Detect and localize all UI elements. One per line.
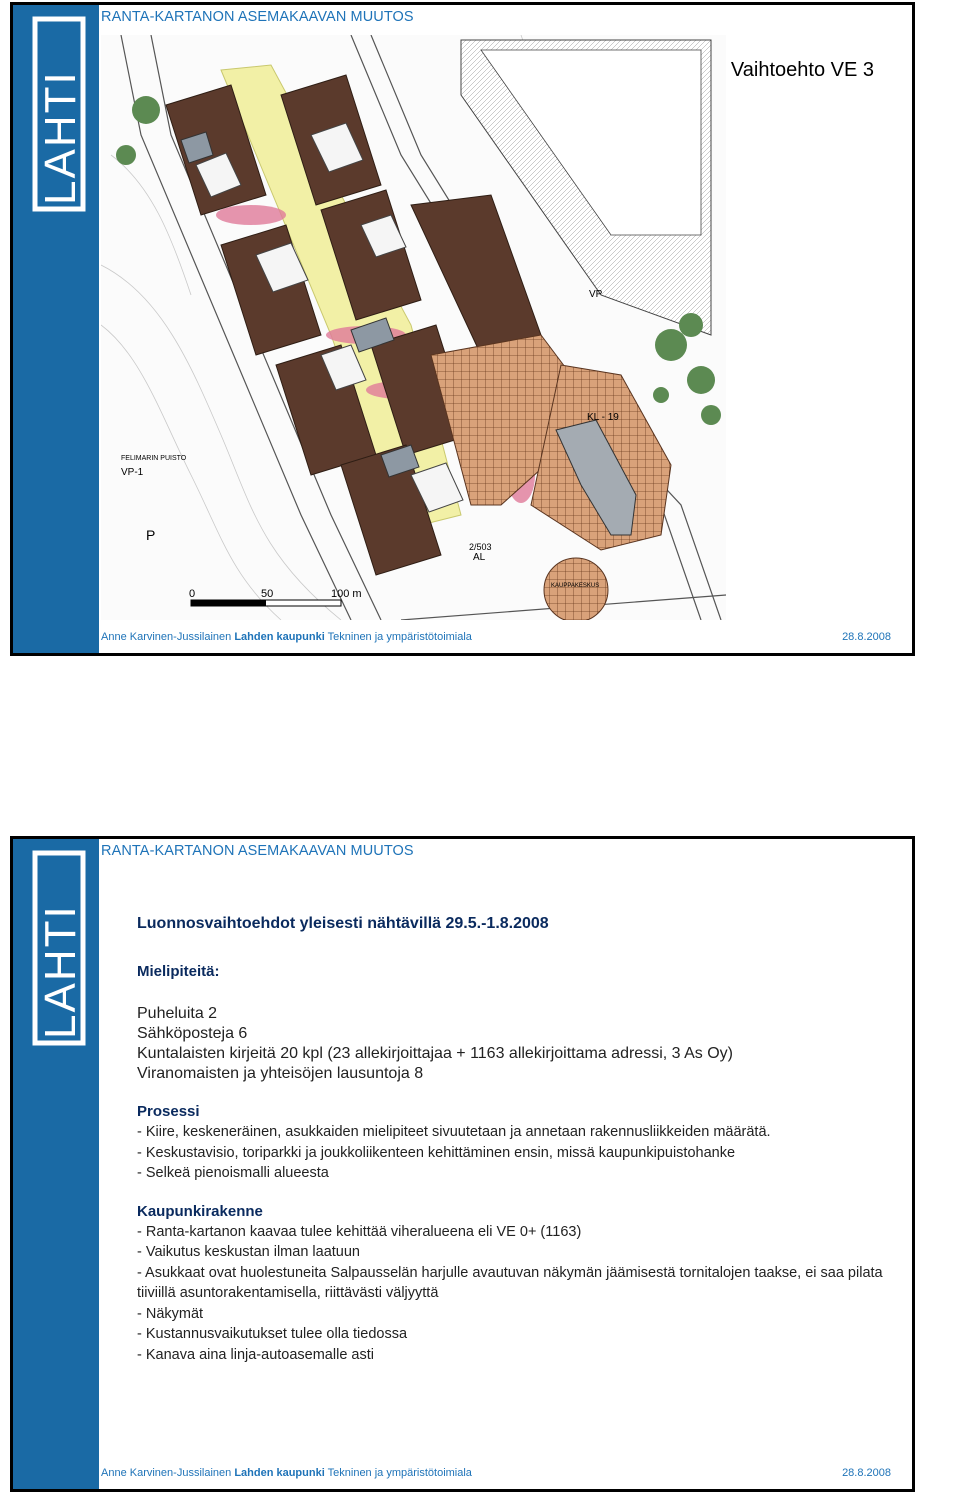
svg-text:VP: VP (589, 289, 603, 300)
section-line: - Ranta-kartanon kaavaa tulee kehittää viheralueena eli VE 0+ (1163) (137, 1223, 582, 1240)
section-line: - Asukkaat ovat huolestuneita Salpausselän harjulle avautuvan näkymän jäämisestä tornitalojen taakse, ei saa pilata tiiviillä asuntorakentamisella, riittävästi väljyyttä (137, 1264, 883, 1301)
svg-text:KL - 19: KL - 19 (587, 412, 619, 423)
slide-header: RANTA-KARTANON ASEMAKAAVAN MUUTOS (101, 843, 414, 859)
section-line: - Näkymät (137, 1305, 204, 1322)
section-line: - Kiire, keskeneräinen, asukkaiden mielipiteet sivuutetaan ja annetaan rakennusliikkeiden määrätä. (137, 1124, 771, 1140)
footer-dept: Tekninen ja ympäristötoimiala (327, 1467, 472, 1479)
slide-2 (10, 836, 915, 1492)
footer-date: 28.8.2008 (842, 1467, 891, 1479)
footer-author: Anne Karvinen-Jussilainen (101, 1467, 232, 1479)
lahti-logo (13, 839, 99, 1069)
svg-text:KAUPPAKESKUS: KAUPPAKESKUS (551, 583, 600, 589)
slide-footer (101, 631, 891, 643)
svg-text:FELIMARIN PUISTO: FELIMARIN PUISTO (121, 455, 187, 462)
svg-text:LAHTI: LAHTI (36, 904, 85, 1039)
slide-footer (101, 1467, 891, 1479)
stat-item: Viranomaisten ja yhteisöjen lausuntoja 8 (137, 1065, 424, 1082)
stat-item: Kuntalaisten kirjeitä 20 kpl (23 allekirjoittajaa + 1163 allekirjoittama adressi, 3 As Oy) (137, 1045, 733, 1062)
slide-heading: Luonnosvaihtoehdot yleisesti nähtävillä 29.5.-1.8.2008 (137, 915, 549, 932)
svg-text:0: 0 (189, 588, 196, 600)
stats-list (137, 1004, 897, 1084)
svg-text:AL: AL (473, 552, 486, 563)
footer-org: Lahden kaupunki (234, 1467, 325, 1479)
footer-dept: Tekninen ja ympäristötoimiala (327, 631, 472, 643)
slide-1 (10, 2, 915, 656)
section-title: Kaupunkirakenne (137, 1202, 263, 1220)
site-plan-map (101, 35, 726, 620)
svg-text:VP-1: VP-1 (121, 467, 144, 478)
footer-org: Lahden kaupunki (234, 631, 325, 643)
footer-author: Anne Karvinen-Jussilainen (101, 631, 232, 643)
svg-text:50: 50 (261, 588, 274, 600)
svg-text:100 m: 100 m (331, 588, 362, 600)
section-title: Prosessi (137, 1103, 200, 1120)
section-kaupunkirakenne (137, 1202, 897, 1366)
lahti-logo-bar (13, 839, 99, 1489)
section-line: - Kustannusvaikutukset tulee olla tiedossa (137, 1326, 408, 1342)
svg-text:P: P (146, 527, 156, 543)
slide-title: Vaihtoehto VE 3 (730, 59, 874, 81)
svg-text:2/503: 2/503 (469, 542, 492, 552)
svg-text:LAHTI: LAHTI (36, 70, 85, 205)
opinions-subheading: Mielipiteitä: (137, 963, 220, 980)
section-line: - Vaikutus keskustan ilman laatuun (137, 1244, 360, 1260)
section-line: - Kanava aina linja-autoasemalle asti (137, 1346, 374, 1363)
lahti-logo-bar (13, 5, 99, 653)
section-line: - Keskustavisio, toriparkki ja joukkoliikenteen kehittäminen ensin, missä kaupunkipuistohanke (137, 1144, 736, 1161)
stat-item: Puheluita 2 (137, 1005, 218, 1022)
footer-date: 28.8.2008 (842, 631, 891, 643)
section-line: - Selkeä pienoismalli alueesta (137, 1165, 329, 1181)
stat-item: Sähköposteja 6 (137, 1025, 248, 1042)
slide-header: RANTA-KARTANON ASEMAKAAVAN MUUTOS (101, 9, 414, 25)
slide-content (137, 915, 897, 1365)
lahti-logo (13, 5, 99, 235)
section-prosessi (137, 1102, 897, 1184)
